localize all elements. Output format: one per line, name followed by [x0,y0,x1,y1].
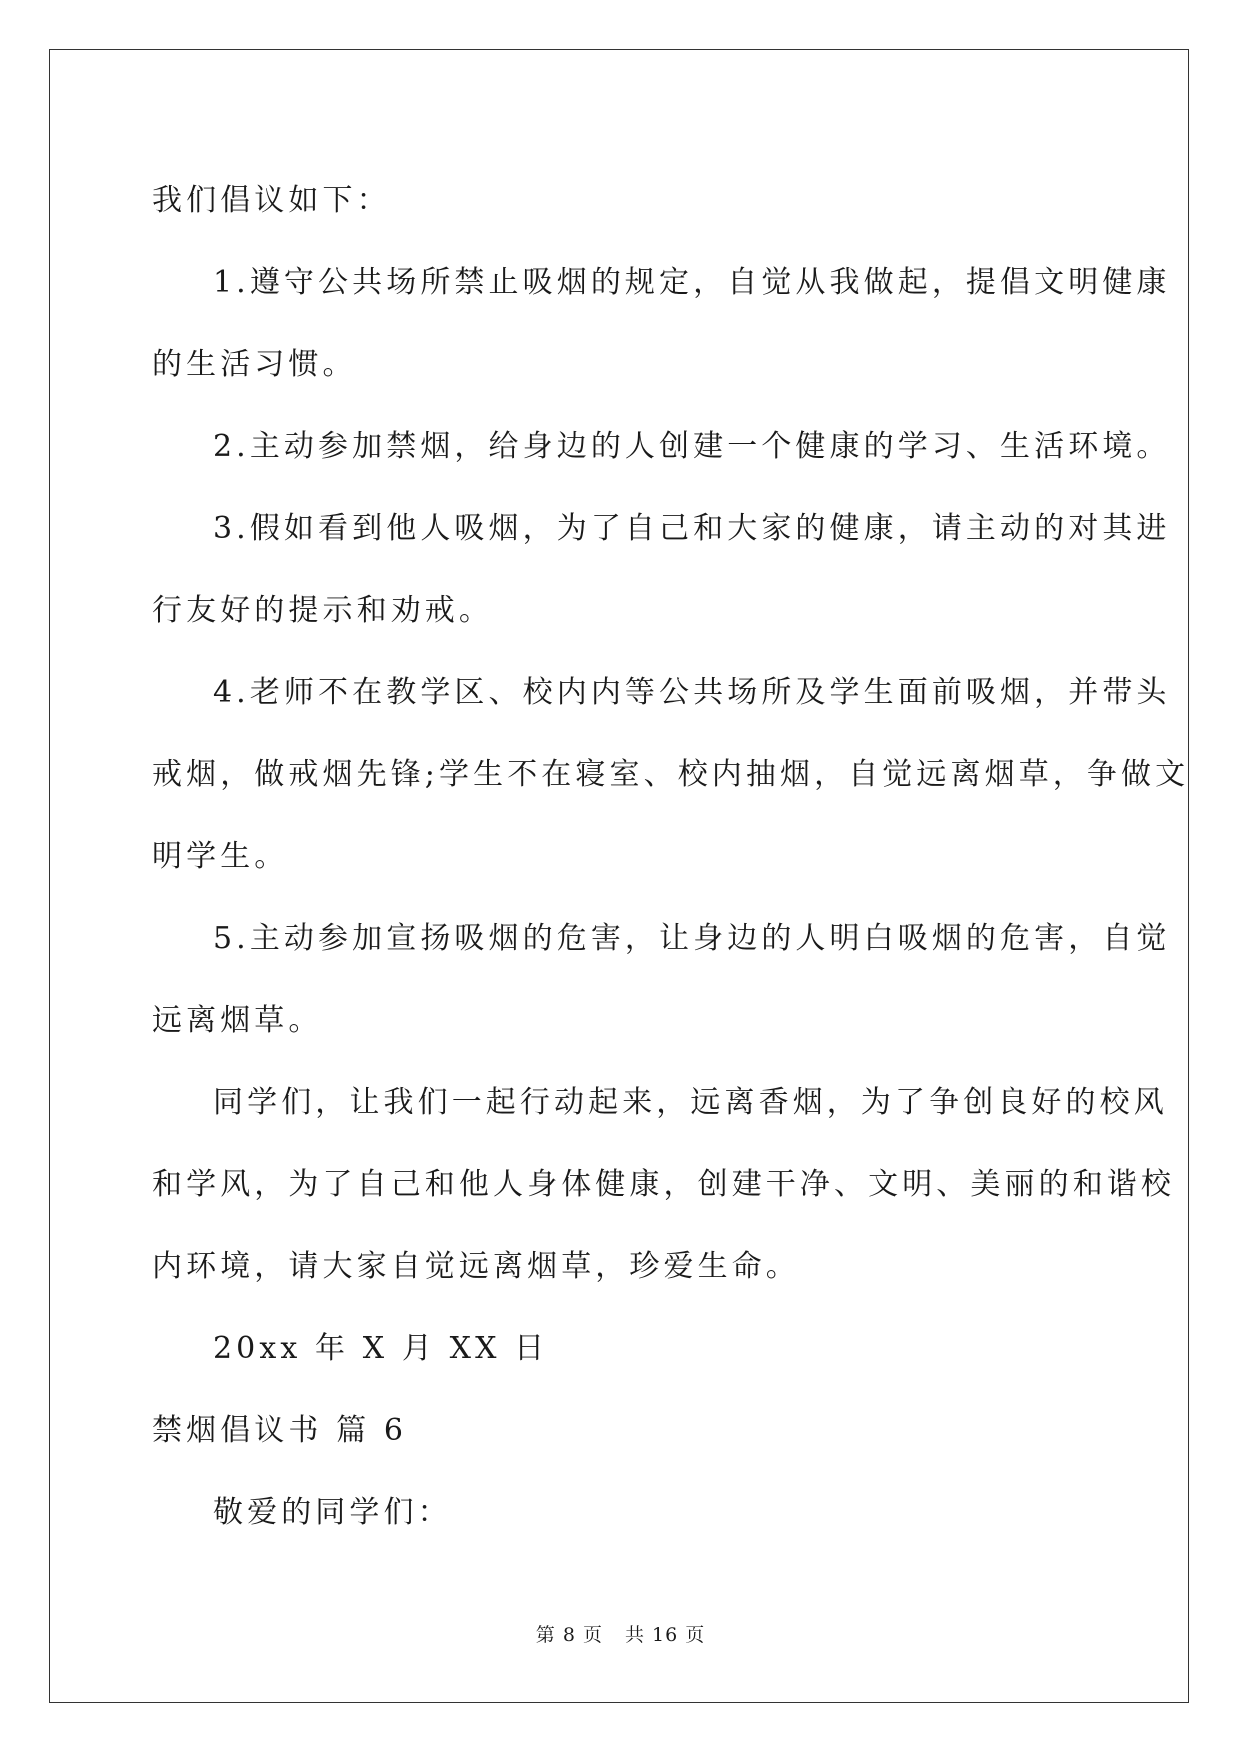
text-line: 和学风，为了自己和他人身体健康，创建干净、文明、美丽的和谐校 [152,1167,1175,1202]
text-line: 戒烟，做戒烟先锋;学生不在寝室、校内抽烟，自觉远离烟草，争做文 [152,757,1190,792]
text-line: 明学生。 [152,839,289,874]
text-line: 远离烟草。 [152,1003,323,1038]
salutation-line: 敬爱的同学们： [213,1495,452,1530]
page-footer [0,1620,1241,1647]
text-line: 3.假如看到他人吸烟，为了自己和大家的健康，请主动的对其进 [213,511,1171,546]
date-line: 20xx 年 X 月 XX 日 [213,1331,549,1366]
text-line: 内环境，请大家自觉远离烟草，珍爱生命。 [152,1249,800,1284]
text-line: 我们倡议如下： [152,183,391,218]
text-line: 4.老师不在教学区、校内内等公共场所及学生面前吸烟，并带头 [213,675,1171,710]
text-line: 行友好的提示和劝戒。 [152,593,493,628]
page-total: 共 16 页 [624,1624,706,1646]
section-title: 禁烟倡议书 篇 6 [152,1413,408,1448]
document-body [152,160,1190,1554]
text-line: 1.遵守公共场所禁止吸烟的规定，自觉从我做起，提倡文明健康 [213,265,1171,300]
page-number: 第 8 页 [535,1624,603,1646]
text-line: 2.主动参加禁烟，给身边的人创建一个健康的学习、生活环境。 [213,429,1171,464]
text-line: 的生活习惯。 [152,347,357,382]
text-line: 5.主动参加宣扬吸烟的危害，让身边的人明白吸烟的危害，自觉 [213,921,1171,956]
text-line: 同学们，让我们一起行动起来，远离香烟，为了争创良好的校风 [213,1085,1168,1120]
